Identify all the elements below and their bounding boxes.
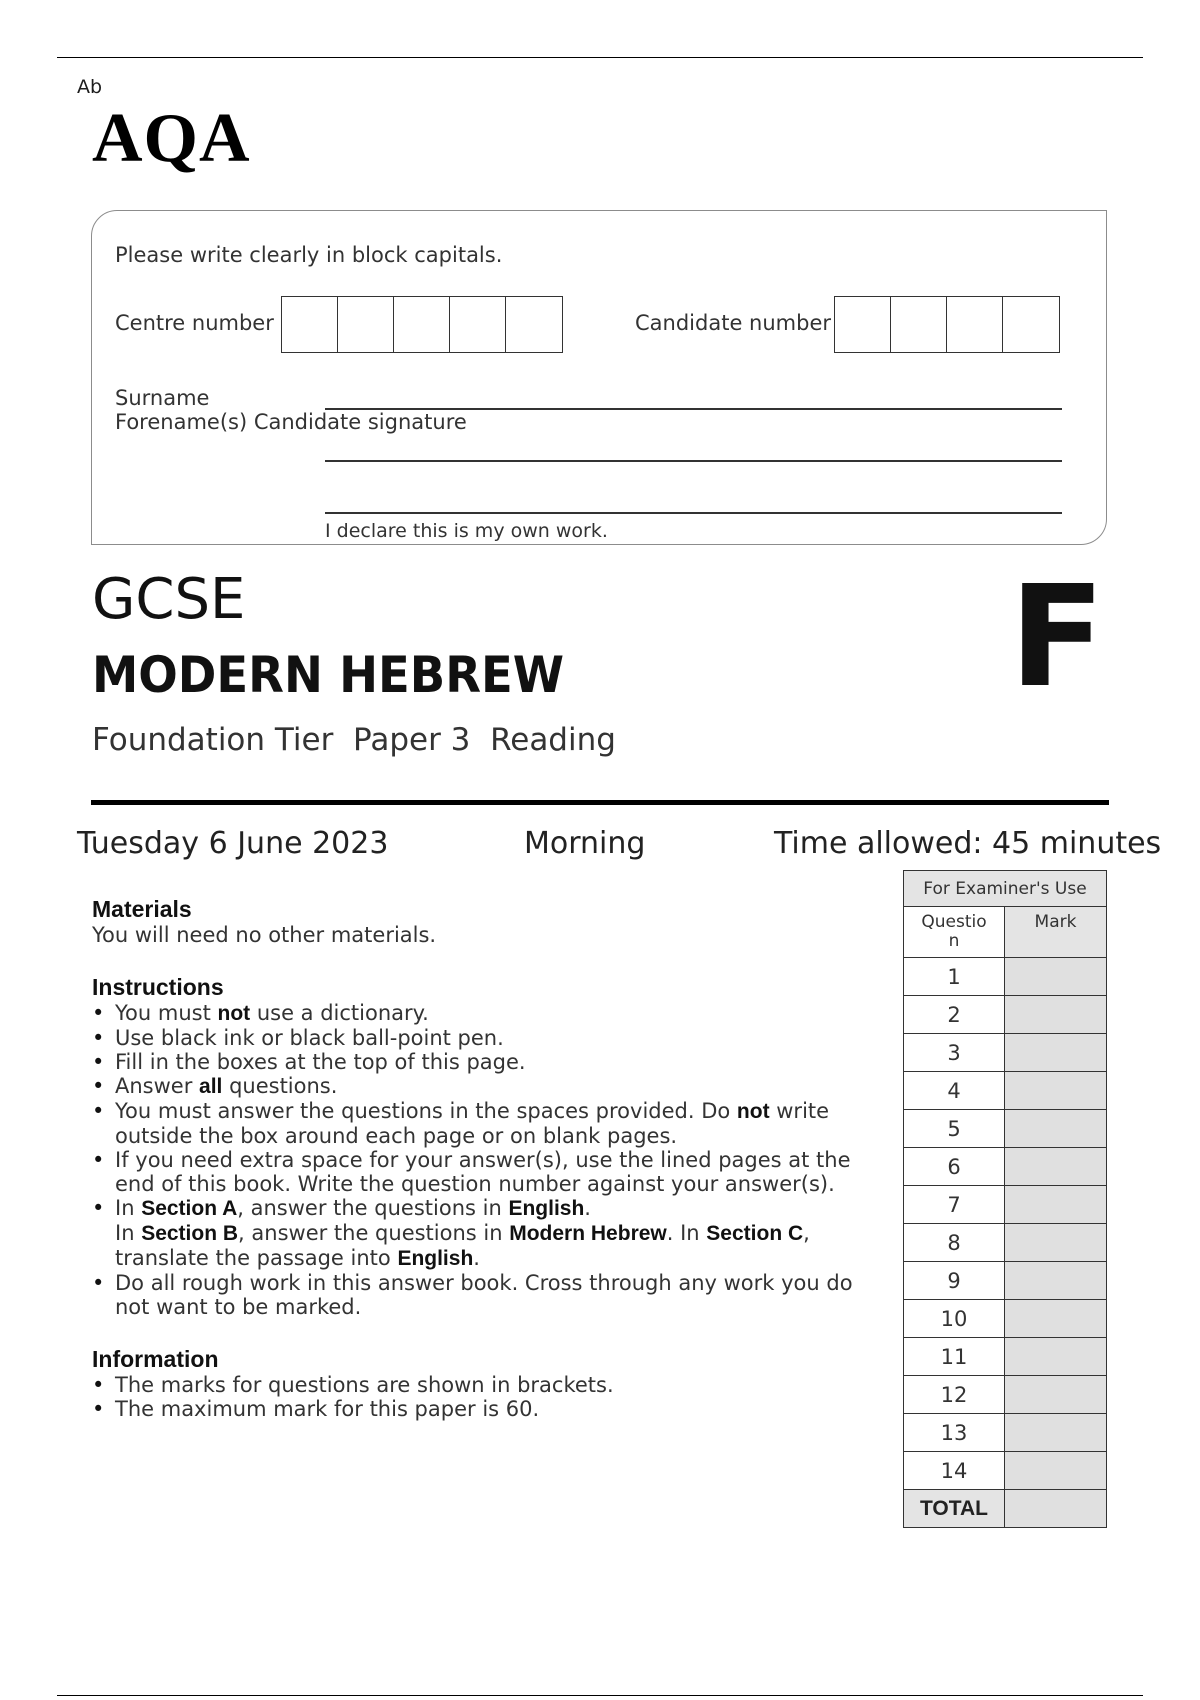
examiner-row: [904, 1186, 1107, 1224]
question-column-header: Question: [904, 907, 1005, 958]
candidate-digit-box[interactable]: [835, 297, 891, 352]
total-label: TOTAL: [904, 1490, 1005, 1528]
centre-digit-box[interactable]: [338, 297, 394, 352]
instruction-item: • You must answer the questions in the spaces provided. Do not write outside the box around each page or on blank pages.: [92, 1099, 882, 1148]
mark-cell[interactable]: [1005, 1262, 1107, 1300]
examiner-use-table: [903, 870, 1107, 1528]
centre-number-label: Centre number: [115, 311, 274, 335]
tier-letter: F: [1009, 556, 1105, 719]
information-list: [92, 1373, 882, 1421]
forename-signature-label: Forename(s) Candidate signature: [115, 410, 467, 434]
instructions-heading: Instructions: [92, 974, 224, 1000]
instruction-item: • In Section A, answer the questions in English. In Section B, answer the questions in Modern Hebrew. In Section C, translate the passage into English.: [92, 1196, 882, 1271]
centre-digit-box[interactable]: [450, 297, 506, 352]
question-number-cell: 6: [904, 1148, 1005, 1186]
total-row: [904, 1490, 1107, 1528]
mark-cell[interactable]: [1005, 1034, 1107, 1072]
mark-cell[interactable]: [1005, 1186, 1107, 1224]
mark-cell[interactable]: [1005, 1414, 1107, 1452]
information-item: • The maximum mark for this paper is 60.: [92, 1397, 882, 1421]
total-mark-cell[interactable]: [1005, 1490, 1107, 1528]
instruction-item: • Use black ink or black ball-point pen.: [92, 1026, 882, 1050]
examiner-row: [904, 1338, 1107, 1376]
question-number-cell: 10: [904, 1300, 1005, 1338]
bottom-rule: [57, 1695, 1143, 1696]
paper-code: Ab: [77, 76, 103, 98]
subject-title: MODERN HEBREW: [92, 646, 565, 704]
examiner-row: [904, 996, 1107, 1034]
signature-line[interactable]: [325, 512, 1062, 514]
time-allowed: Time allowed: 45 minutes: [774, 826, 1162, 861]
candidate-number-input[interactable]: [834, 296, 1060, 353]
question-number-cell: 14: [904, 1452, 1005, 1490]
examiner-row: [904, 1414, 1107, 1452]
mark-cell[interactable]: [1005, 958, 1107, 996]
title-rule: [91, 800, 1109, 805]
mark-cell[interactable]: [1005, 1110, 1107, 1148]
instruction-item: • Answer all questions.: [92, 1074, 882, 1099]
centre-digit-box[interactable]: [506, 297, 562, 352]
declaration-text: I declare this is my own work.: [325, 520, 608, 542]
instruction-item: • Do all rough work in this answer book. Cross through any work you do not want to be marked.: [92, 1271, 882, 1319]
question-number-cell: 11: [904, 1338, 1005, 1376]
examiner-row: [904, 1262, 1107, 1300]
mark-cell[interactable]: [1005, 1224, 1107, 1262]
information-heading: Information: [92, 1346, 219, 1372]
question-number-cell: 5: [904, 1110, 1005, 1148]
candidate-number-label: Candidate number: [635, 311, 831, 335]
centre-number-input[interactable]: [281, 296, 563, 353]
examiner-row: [904, 1034, 1107, 1072]
examiner-row: [904, 958, 1107, 996]
mark-column-header: Mark: [1005, 907, 1107, 958]
instruction-item: • If you need extra space for your answer(s), use the lined pages at the end of this book. Write the question number against your answer(s).: [92, 1148, 882, 1196]
instruction-item: • You must not use a dictionary.: [92, 1001, 882, 1026]
mark-cell[interactable]: [1005, 1300, 1107, 1338]
mark-cell[interactable]: [1005, 1452, 1107, 1490]
mark-cell[interactable]: [1005, 1072, 1107, 1110]
information-item: • The marks for questions are shown in brackets.: [92, 1373, 882, 1397]
question-number-cell: 13: [904, 1414, 1005, 1452]
candidate-digit-box[interactable]: [1003, 297, 1059, 352]
qualification-title: GCSE: [92, 567, 246, 632]
materials-text: You will need no other materials.: [92, 923, 437, 947]
question-number-cell: 9: [904, 1262, 1005, 1300]
question-number-cell: 2: [904, 996, 1005, 1034]
examiner-use-title: For Examiner's Use: [904, 871, 1107, 907]
question-number-cell: 8: [904, 1224, 1005, 1262]
centre-digit-box[interactable]: [282, 297, 338, 352]
mark-cell[interactable]: [1005, 1148, 1107, 1186]
examiner-row: [904, 1300, 1107, 1338]
mark-cell[interactable]: [1005, 1338, 1107, 1376]
examiner-row: [904, 1110, 1107, 1148]
mark-cell[interactable]: [1005, 1376, 1107, 1414]
examiner-row: [904, 1148, 1107, 1186]
surname-line[interactable]: [325, 408, 1062, 410]
paper-title: Foundation Tier Paper 3 Reading: [92, 722, 616, 758]
candidate-digit-box[interactable]: [891, 297, 947, 352]
question-number-cell: 4: [904, 1072, 1005, 1110]
surname-label: Surname: [115, 386, 210, 410]
forename-line[interactable]: [325, 460, 1062, 462]
examiner-row: [904, 1452, 1107, 1490]
mark-cell[interactable]: [1005, 996, 1107, 1034]
instructions-list: [92, 1001, 882, 1319]
question-number-cell: 1: [904, 958, 1005, 996]
examiner-row: [904, 1224, 1107, 1262]
question-number-cell: 3: [904, 1034, 1005, 1072]
aqa-logo: AQA: [92, 100, 251, 177]
question-number-cell: 12: [904, 1376, 1005, 1414]
top-rule: [57, 57, 1143, 58]
candidate-digit-box[interactable]: [947, 297, 1003, 352]
materials-heading: Materials: [92, 896, 192, 922]
block-capitals-instruction: Please write clearly in block capitals.: [115, 243, 503, 267]
instruction-item: • Fill in the boxes at the top of this page.: [92, 1050, 882, 1074]
examiner-row: [904, 1072, 1107, 1110]
question-number-cell: 7: [904, 1186, 1005, 1224]
examiner-row: [904, 1376, 1107, 1414]
exam-date: Tuesday 6 June 2023: [77, 826, 389, 861]
front-cover-notes: [92, 896, 882, 1421]
centre-digit-box[interactable]: [394, 297, 450, 352]
exam-session: Morning: [524, 826, 646, 861]
